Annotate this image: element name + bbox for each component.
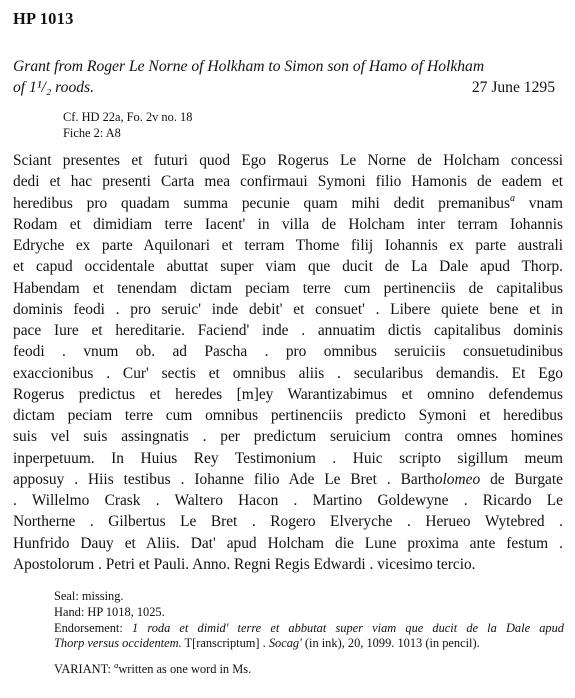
- text-line: Rogerus predictus et heredes [m]ey Warantizabimus et omnino defendemus: [13, 385, 563, 403]
- references: [63, 110, 192, 141]
- charter-text: [13, 150, 563, 575]
- endorsement-text: Thorp versus occidentem.: [54, 636, 182, 651]
- reference-cf: Cf. HD 22a, Fo. 2v no. 18: [63, 110, 193, 124]
- text-line: inperpetuum. In Huius Rey Testimonium . Huic scripto sigillum meum: [13, 449, 563, 467]
- note-hand: Hand: HP 1018, 1025.: [54, 604, 165, 619]
- notes: [54, 589, 564, 678]
- summary-line-1: Grant from Roger Le Norne of Holkham to Simon son of Hamo of Holkham: [13, 58, 485, 75]
- text-line: pace Iure et hereditarie. Faciend' inde . annuatim dictis capitalibus dominis: [13, 322, 563, 339]
- endorsement-socag: Socag': [268, 636, 302, 651]
- note-endorsement: [54, 621, 564, 637]
- text-segment: de Burgate: [480, 470, 563, 488]
- text-line: suis vel suis assingnatis . per predictum seruicium contra omnes homines: [13, 428, 563, 446]
- text-line: et capud occidentale abuttat super viam que ducit de La Dale apud Thorp.: [13, 258, 563, 276]
- text-line: Apostolorum . Petri et Pauli. Anno. Regni Regis Edwardi . vicesimo tercio.: [13, 555, 476, 573]
- document-date: 27 June 1295: [471, 79, 555, 96]
- variant-marker: a: [509, 192, 515, 204]
- variant-marker: a: [114, 660, 119, 671]
- text-segment: apposuy . Hiis testibus . Iohanne filio Ade Le Bret . Barth: [13, 470, 435, 488]
- endorsement-tail: (in ink), 20, 1099. 1013 (in pencil).: [301, 636, 480, 651]
- text-line: Habendam et tenendam dictam peciam terre cum pertinenciis de capitalibus: [13, 279, 563, 297]
- text-line: dedi et hac presenti Carta mea confirmaui Symoni filio Hamonis de eadem et: [13, 173, 563, 191]
- text-line: Rodam et dimidiam terre Iacent' in villa de Holcham inter terram Iohannis: [13, 215, 563, 233]
- text-line: feodi . vnum ob. ad Pascha . pro omnibus seruiciis consuetudinibus: [13, 343, 563, 361]
- text-line: dictam peciam terre cum omnibus pertinenciis predicto Symoni et heredibus: [13, 407, 563, 424]
- note-endorsement-continued: [54, 636, 564, 652]
- document-summary: [13, 56, 563, 98]
- text-line: exaccionibus . Cur' sectis et omnibus aliis . secularibus demandis. Et Ego: [13, 364, 563, 382]
- variant-text: written as one word in Ms.: [118, 662, 252, 677]
- summary-line-2: of 1¹/₂ roods.: [13, 79, 94, 96]
- document-id: HP 1013: [13, 9, 74, 28]
- text-line: Edryche ex parte Aquilonari et terram Thome filij Iohannis ex parte australi: [13, 237, 563, 254]
- text-segment: vnam: [514, 194, 564, 212]
- variant-label: VARIANT:: [54, 662, 115, 677]
- endorsement-text: 1 roda et dimid' terre et abbutat super viam que ducit de la Dale apud: [131, 620, 564, 635]
- reference-fiche: Fiche 2: A8: [63, 125, 121, 140]
- text-line: Sciant presentes et futuri quod Ego Rogerus Le Norne de Holcham concessi: [13, 152, 563, 169]
- text-line: dominis feodi . pro seruic' inde debit' et consuet' . Libere quiete bene et in: [13, 300, 563, 318]
- text-line: Hunfrido Dauy et Aliis. Dat' apud Holcham die Lune proxima ante festum .: [13, 534, 563, 552]
- text-line: [13, 193, 563, 214]
- note-seal: Seal: missing.: [54, 589, 124, 603]
- text-line: . Willelmo Crask . Waltero Hacon . Martino Goldewyne . Ricardo Le: [13, 492, 563, 509]
- note-variant: [54, 662, 564, 678]
- endorsement-label: Endorsement:: [54, 620, 132, 635]
- text-segment: heredibus pro quadam summa pecunie quam mihi dedit premanibus: [13, 194, 510, 212]
- text-segment-italic: olomeo: [434, 470, 481, 488]
- text-line: Northerne . Gilbertus Le Bret . Rogero Elveryche . Herueo Wytebred .: [13, 513, 563, 531]
- endorsement-transcript: T[ranscriptum] .: [181, 636, 269, 651]
- text-line: [13, 469, 563, 490]
